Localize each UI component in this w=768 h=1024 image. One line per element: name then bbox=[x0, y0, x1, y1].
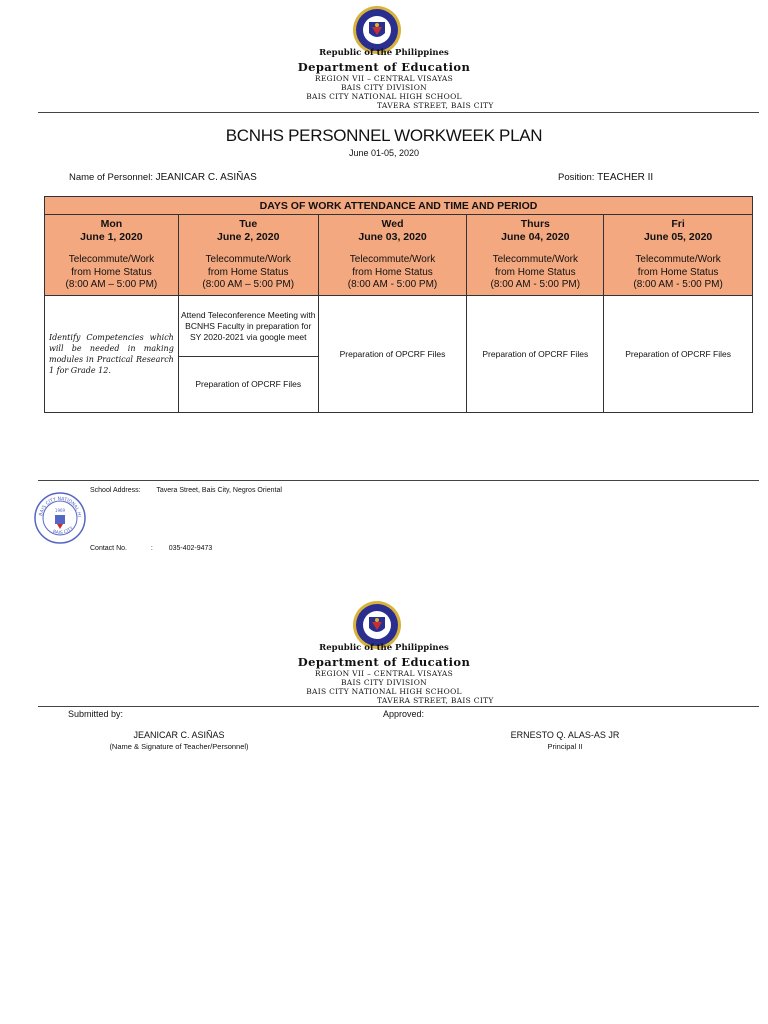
task-text: Attend Teleconference Meeting with BCNHS Faculty in preparation for SY 2020-2021 via google meet bbox=[180, 309, 316, 342]
logo-year: 1969 bbox=[54, 508, 66, 513]
day-name: Fri bbox=[671, 218, 685, 231]
submitted-label: Submitted by: bbox=[68, 709, 124, 719]
task-cell-wed bbox=[318, 296, 467, 413]
submitter-name: JEANICAR C. ASIÑAS bbox=[133, 730, 225, 740]
personnel-name: JEANICAR C. ASIÑAS bbox=[155, 172, 257, 183]
header-divider bbox=[38, 112, 759, 113]
personnel-name-row bbox=[69, 172, 257, 183]
page-title: BCNHS PERSONNEL WORKWEEK PLAN bbox=[225, 126, 543, 145]
name-label: Name of Personnel: bbox=[69, 172, 153, 183]
day-status: from Home Status bbox=[71, 266, 152, 278]
street-label: TAVERA STREET, BAIS CITY bbox=[377, 696, 494, 705]
day-header-fri bbox=[604, 215, 753, 296]
street-label: TAVERA STREET, BAIS CITY bbox=[377, 101, 494, 110]
date-range: June 01-05, 2020 bbox=[348, 148, 420, 158]
task-text: Preparation of OPCRF Files bbox=[482, 348, 589, 359]
region-label: REGION VII – CENTRAL VISAYAS bbox=[314, 74, 454, 83]
division-label: BAIS CITY DIVISION bbox=[340, 678, 428, 687]
task-text: Preparation of OPCRF Files bbox=[339, 348, 446, 359]
table-banner: DAYS OF WORK ATTENDANCE AND TIME AND PERIOD bbox=[45, 197, 753, 215]
day-header-thu bbox=[467, 215, 604, 296]
contact-separator: : bbox=[150, 545, 153, 552]
school-label: BAIS CITY NATIONAL HIGH SCHOOL bbox=[306, 92, 462, 101]
day-status: Telecommute/Work bbox=[635, 254, 721, 266]
day-time: (8:00 AM - 5:00 PM) bbox=[633, 279, 723, 291]
department-title: Department of Education bbox=[297, 655, 471, 669]
address-label: School Address: bbox=[90, 487, 141, 494]
personnel-position: TEACHER II bbox=[597, 172, 654, 183]
school-label: BAIS CITY NATIONAL HIGH SCHOOL bbox=[306, 687, 462, 696]
day-time: (8:00 AM – 5:00 PM) bbox=[65, 279, 158, 291]
day-status: Telecommute/Work bbox=[349, 254, 436, 266]
task-text: Preparation of OPCRF Files bbox=[195, 379, 302, 389]
day-date: June 05, 2020 bbox=[643, 230, 713, 243]
region-label: REGION VII – CENTRAL VISAYAS bbox=[314, 669, 454, 678]
day-date: June 2, 2020 bbox=[216, 230, 280, 243]
position-label: Position: bbox=[558, 172, 595, 183]
day-header-tue bbox=[178, 215, 318, 296]
day-time: (8:00 AM - 5:00 PM) bbox=[347, 279, 438, 291]
day-name: Wed bbox=[381, 218, 404, 231]
day-status: from Home Status bbox=[207, 266, 289, 278]
approver-name: ERNESTO Q. ALAS-AS JR bbox=[510, 730, 620, 740]
day-time: (8:00 AM - 5:00 PM) bbox=[490, 279, 581, 291]
task-text: Identify Competencies which will be needed in making modules in Practical Research 1 for Grade 12. bbox=[49, 333, 174, 375]
day-status: Telecommute/Work bbox=[68, 254, 155, 266]
school-address-row bbox=[90, 487, 282, 494]
republic-label: Republic of the Philippines bbox=[319, 643, 449, 653]
day-header-wed bbox=[318, 215, 467, 296]
task-cell-tue-1 bbox=[178, 296, 318, 357]
footer-divider bbox=[38, 480, 759, 481]
department-title: Department of Education bbox=[297, 60, 471, 74]
logo-top-text: BAIS CITY NATIONAL HI bbox=[39, 496, 81, 518]
day-name: Mon bbox=[100, 218, 123, 231]
approver-role: Principal II bbox=[547, 742, 583, 751]
day-status: from Home Status bbox=[637, 266, 719, 278]
day-date: June 04, 2020 bbox=[501, 230, 570, 243]
approved-label: Approved: bbox=[383, 709, 425, 719]
school-address: Tavera Street, Bais City, Negros Oriental bbox=[156, 487, 282, 494]
day-status: Telecommute/Work bbox=[205, 254, 291, 266]
contact-number: 035-402-9473 bbox=[168, 545, 213, 552]
workweek-table bbox=[44, 196, 753, 413]
day-status: from Home Status bbox=[495, 266, 576, 278]
task-cell-tue-2 bbox=[178, 357, 318, 413]
task-text: Preparation of OPCRF Files bbox=[625, 348, 732, 359]
day-time: (8:00 AM – 5:00 PM) bbox=[202, 279, 295, 291]
task-cell-mon bbox=[45, 296, 179, 413]
day-date: June 03, 2020 bbox=[358, 230, 427, 243]
day-header-mon bbox=[45, 215, 179, 296]
day-status: from Home Status bbox=[352, 266, 433, 278]
day-name: Thurs bbox=[520, 218, 550, 231]
day-status: Telecommute/Work bbox=[492, 254, 578, 266]
contact-row bbox=[90, 545, 212, 552]
header-divider bbox=[38, 706, 759, 707]
division-label: BAIS CITY DIVISION bbox=[340, 83, 428, 92]
submitter-role: (Name & Signature of Teacher/Personnel) bbox=[109, 742, 249, 751]
contact-label: Contact No. bbox=[90, 545, 127, 552]
task-cell-fri bbox=[604, 296, 753, 413]
position-row bbox=[558, 172, 653, 183]
logo-bottom-text: BAIS CITY bbox=[51, 526, 75, 537]
day-date: June 1, 2020 bbox=[80, 230, 143, 243]
school-logo-icon bbox=[34, 492, 86, 544]
day-name: Tue bbox=[239, 218, 258, 231]
task-cell-thu bbox=[467, 296, 604, 413]
republic-label: Republic of the Philippines bbox=[319, 48, 449, 58]
